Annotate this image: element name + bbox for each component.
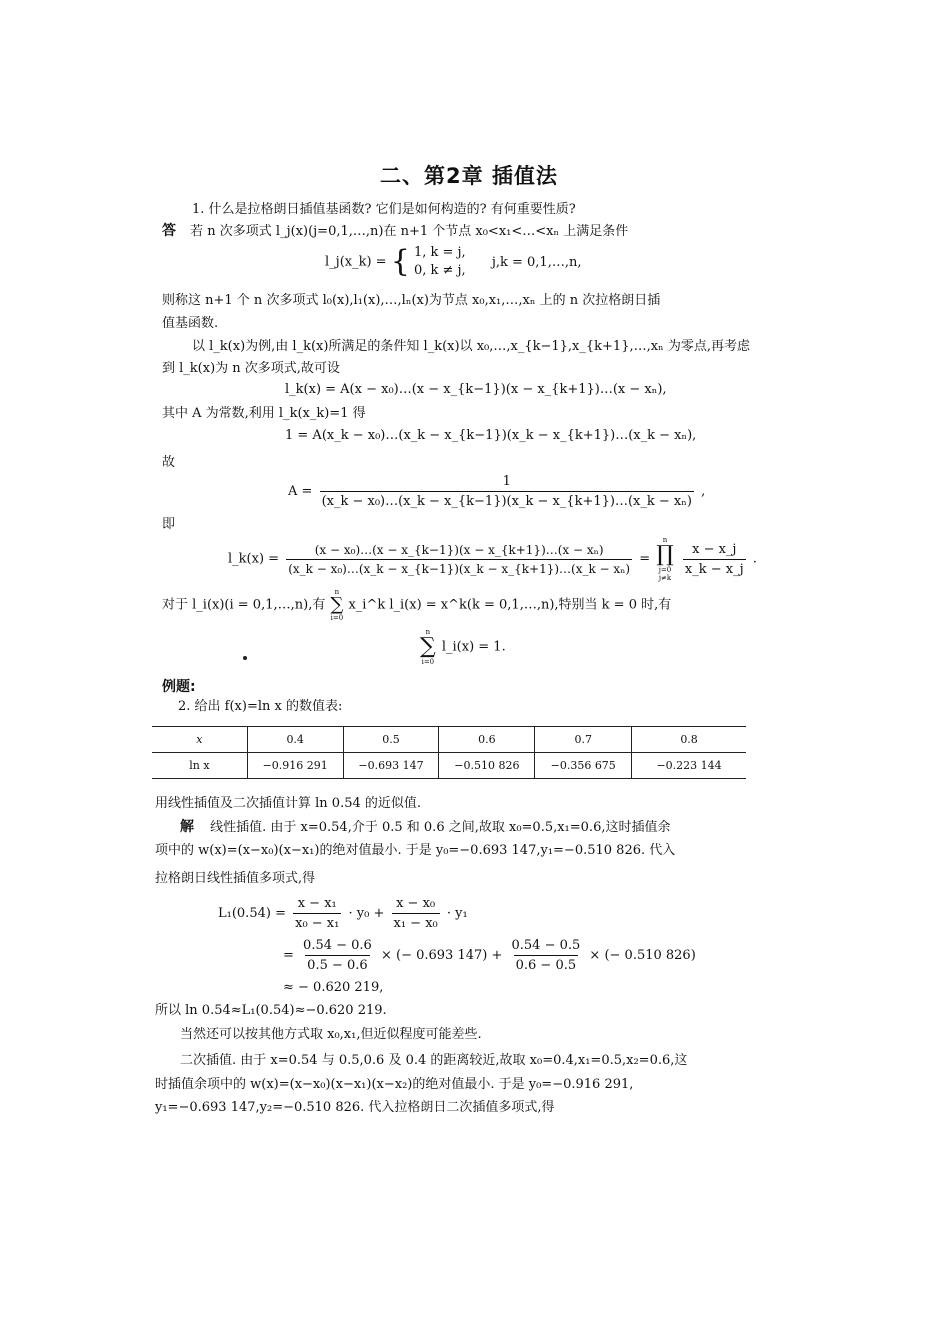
table-header-cell: 0.6 <box>439 727 535 753</box>
task-text: 用线性插值及二次插值计算 ln 0.54 的近似值. <box>155 796 422 811</box>
L1-fraction-2-num: x − x₀ <box>396 896 436 911</box>
L1-y1: · y₁ <box>446 906 468 921</box>
page-title: 二、第2章 插值法 <box>380 164 558 188</box>
note-text: 当然还可以按其他方式取 x₀,x₁,但近似程度可能差些. <box>180 1027 482 1042</box>
L2-fraction-2-num: 0.54 − 0.5 <box>511 938 581 953</box>
table-cell: −0.916 291 <box>247 753 343 779</box>
example-heading: 例题: <box>162 679 196 695</box>
linear-interp-line-2 <box>283 938 696 973</box>
product-fraction <box>683 542 746 577</box>
sum-lower: i=0 <box>421 658 435 666</box>
L2-mid: × (− 0.693 147) + <box>380 948 503 963</box>
L1-fraction-2 <box>392 896 440 931</box>
L1-fraction-1 <box>293 896 341 931</box>
question-1: 1. 什么是拉格朗日插值基函数? 它们是如何构造的? 有何重要性质? <box>192 202 576 217</box>
word-ji: 即 <box>162 517 176 532</box>
L1-fraction-2-den: x₁ − x₀ <box>392 913 440 931</box>
product-lower-2: j≠k <box>658 574 672 582</box>
product-symbol: ∏ <box>656 542 674 567</box>
table-cell: ln x <box>152 753 247 779</box>
equation-sum-rhs: l_i(x) = 1. <box>441 639 506 655</box>
solution-label: 解 <box>180 819 194 835</box>
solution-line-3: 拉格朗日线性插值多项式,得 <box>155 871 316 886</box>
paragraph-3: 其中 A 为常数,利用 l_k(x_k)=1 得 <box>162 406 366 421</box>
table-header-row <box>152 727 746 753</box>
equation-lk-denominator: (x_k − x₀)…(x_k − x_{k−1})(x_k − x_{k+1})…(x_k − xₙ) <box>286 559 632 576</box>
table-header-cell: 0.4 <box>247 727 343 753</box>
linear-interp-line-3: ≈ − 0.620 219, <box>283 980 384 995</box>
sum-inline-lower: i=0 <box>330 614 344 622</box>
paragraph-2b: 到 l_k(x)为 n 次多项式,故可设 <box>162 361 340 376</box>
quadratic-line-3: y₁=−0.693 147,y₂=−0.510 826. 代入拉格朗日二次插值多项式,得 <box>155 1100 555 1115</box>
question-2: 2. 给出 f(x)=ln x 的数值表: <box>178 699 343 714</box>
equation-A-tail: , <box>701 484 706 499</box>
cases-lhs: l_j(x_k) = <box>325 254 387 270</box>
equation-A-denominator: (x_k − x₀)…(x_k − x_{k−1})(x_k − x_{k+1})…(x_k − xₙ) <box>320 491 694 509</box>
table-cell: −0.510 826 <box>439 753 535 779</box>
equation-lk-numerator: (x − x₀)…(x − x_{k−1})(x − x_{k+1})…(x − xₙ) <box>314 542 604 557</box>
solution-text-1: 线性插值. 由于 x=0.54,介于 0.5 和 0.6 之间,故取 x₀=0.5,x₁=0.6,这时插值余 <box>210 820 671 835</box>
equation-sum-one <box>418 628 506 666</box>
L2-fraction-1 <box>301 938 374 973</box>
product-denominator: x_k − x_j <box>683 559 746 577</box>
equation-lk-equals: = <box>639 551 651 567</box>
equation-A <box>288 474 705 509</box>
cases-rhs: j,k = 0,1,…,n, <box>491 254 582 270</box>
L1-fraction-1-den: x₀ − x₁ <box>293 913 341 931</box>
equation-A-fraction <box>320 474 694 509</box>
sum-symbol: ∑ <box>420 634 436 659</box>
equation-lk-lhs: l_k(x) = <box>228 551 280 567</box>
equation-lk-product <box>228 536 757 582</box>
answer-label: 答 <box>162 223 176 239</box>
product-lower-1: j=0 <box>658 566 672 574</box>
sum-inline-upper: n <box>334 588 340 596</box>
L2-fraction-2-den: 0.6 − 0.5 <box>514 955 579 973</box>
equation-one: 1 = A(x_k − x₀)…(x_k − x_{k−1})(x_k − x_{k+1})…(x_k − xₙ), <box>285 428 697 443</box>
table-cell: −0.223 144 <box>632 753 746 779</box>
product-operator <box>656 536 674 582</box>
table-header-cell: 0.8 <box>632 727 746 753</box>
paragraph-1a: 则称这 n+1 个 n 次多项式 l₀(x),l₁(x),…,lₙ(x)为节点 x₀,x₁,…,xₙ 上的 n 次拉格朗日插 <box>162 293 661 308</box>
table-row <box>152 753 746 779</box>
L2-fraction-1-num: 0.54 − 0.6 <box>303 938 372 953</box>
paragraph-4 <box>162 588 671 622</box>
sum-inline-symbol: ∑ <box>330 594 344 615</box>
quadratic-line-2: 时插值余项中的 w(x)=(x−x₀)(x−x₁)(x−x₂)的绝对值最小. 于是 y₀=−0.916 291, <box>155 1077 634 1092</box>
paragraph-4-start: 对于 l_i(x)(i = 0,1,…,n),有 <box>162 597 326 613</box>
sum-upper: n <box>425 628 431 636</box>
L1-y0: · y₀ + <box>348 906 385 921</box>
product-numerator: x − x_j <box>692 541 737 557</box>
equation-A-numerator: 1 <box>502 474 511 489</box>
ln-values-table <box>152 726 746 779</box>
linear-result: 所以 ln 0.54≈L₁(0.54)≈−0.620 219. <box>155 1003 387 1018</box>
answer-line-1 <box>162 222 628 241</box>
word-gu: 故 <box>162 455 176 470</box>
quadratic-line-1: 二次插值. 由于 x=0.54 与 0.5,0.6 及 0.4 的距离较近,故取 x₀=0.4,x₁=0.5,x₂=0.6,这 <box>180 1053 688 1068</box>
case-one: 1, k = j, <box>413 245 466 260</box>
answer-text: 若 n 次多项式 l_j(x)(j=0,1,…,n)在 n+1 个节点 x₀<x₁<…<xₙ 上满足条件 <box>190 224 629 239</box>
table-cell: −0.693 147 <box>343 753 439 779</box>
L2-fraction-2 <box>510 938 583 973</box>
solution-line-1 <box>180 818 670 837</box>
equation-lk-form: l_k(x) = A(x − x₀)…(x − x_{k−1})(x − x_{k+1})…(x − xₙ), <box>285 382 667 397</box>
solution-line-2: 项中的 w(x)=(x−x₀)(x−x₁)的绝对值最小. 于是 y₀=−0.693 147,y₁=−0.510 826. 代入 <box>155 843 676 858</box>
L2-equals: = <box>283 948 294 963</box>
product-upper: n <box>662 536 668 544</box>
sum-operator-inline <box>330 588 343 622</box>
left-brace: { <box>390 244 410 279</box>
table-header-cell: x <box>152 727 247 753</box>
cases-block <box>414 244 466 280</box>
paragraph-1b: 值基函数. <box>162 316 219 331</box>
paragraph-4-end: x_i^k l_i(x) = x^k(k = 0,1,…,n),特别当 k = 0 时,有 <box>348 597 672 613</box>
table-cell: −0.356 675 <box>535 753 632 779</box>
L2-fraction-1-den: 0.5 − 0.6 <box>305 955 370 973</box>
case-two: 0, k ≠ j, <box>413 263 466 278</box>
table-header-cell: 0.7 <box>535 727 632 753</box>
paragraph-2a: 以 l_k(x)为例,由 l_k(x)所满足的条件知 l_k(x)以 x₀,…,x_{k−1},x_{k+1},…,xₙ 为零点,再考虑 <box>192 339 750 354</box>
sum-operator <box>420 628 436 666</box>
L1-fraction-1-num: x − x₁ <box>297 896 337 911</box>
L1-lhs: L₁(0.54) = <box>218 906 286 921</box>
kronecker-condition <box>325 244 581 280</box>
L2-tail: × (− 0.510 826) <box>589 948 696 963</box>
table-header-cell: 0.5 <box>343 727 439 753</box>
stray-mark <box>243 656 247 660</box>
equation-lk-tail: . <box>752 551 757 567</box>
linear-interp-line-1 <box>218 896 468 931</box>
equation-lk-fraction <box>286 543 632 576</box>
equation-A-lhs: A = <box>288 484 313 499</box>
